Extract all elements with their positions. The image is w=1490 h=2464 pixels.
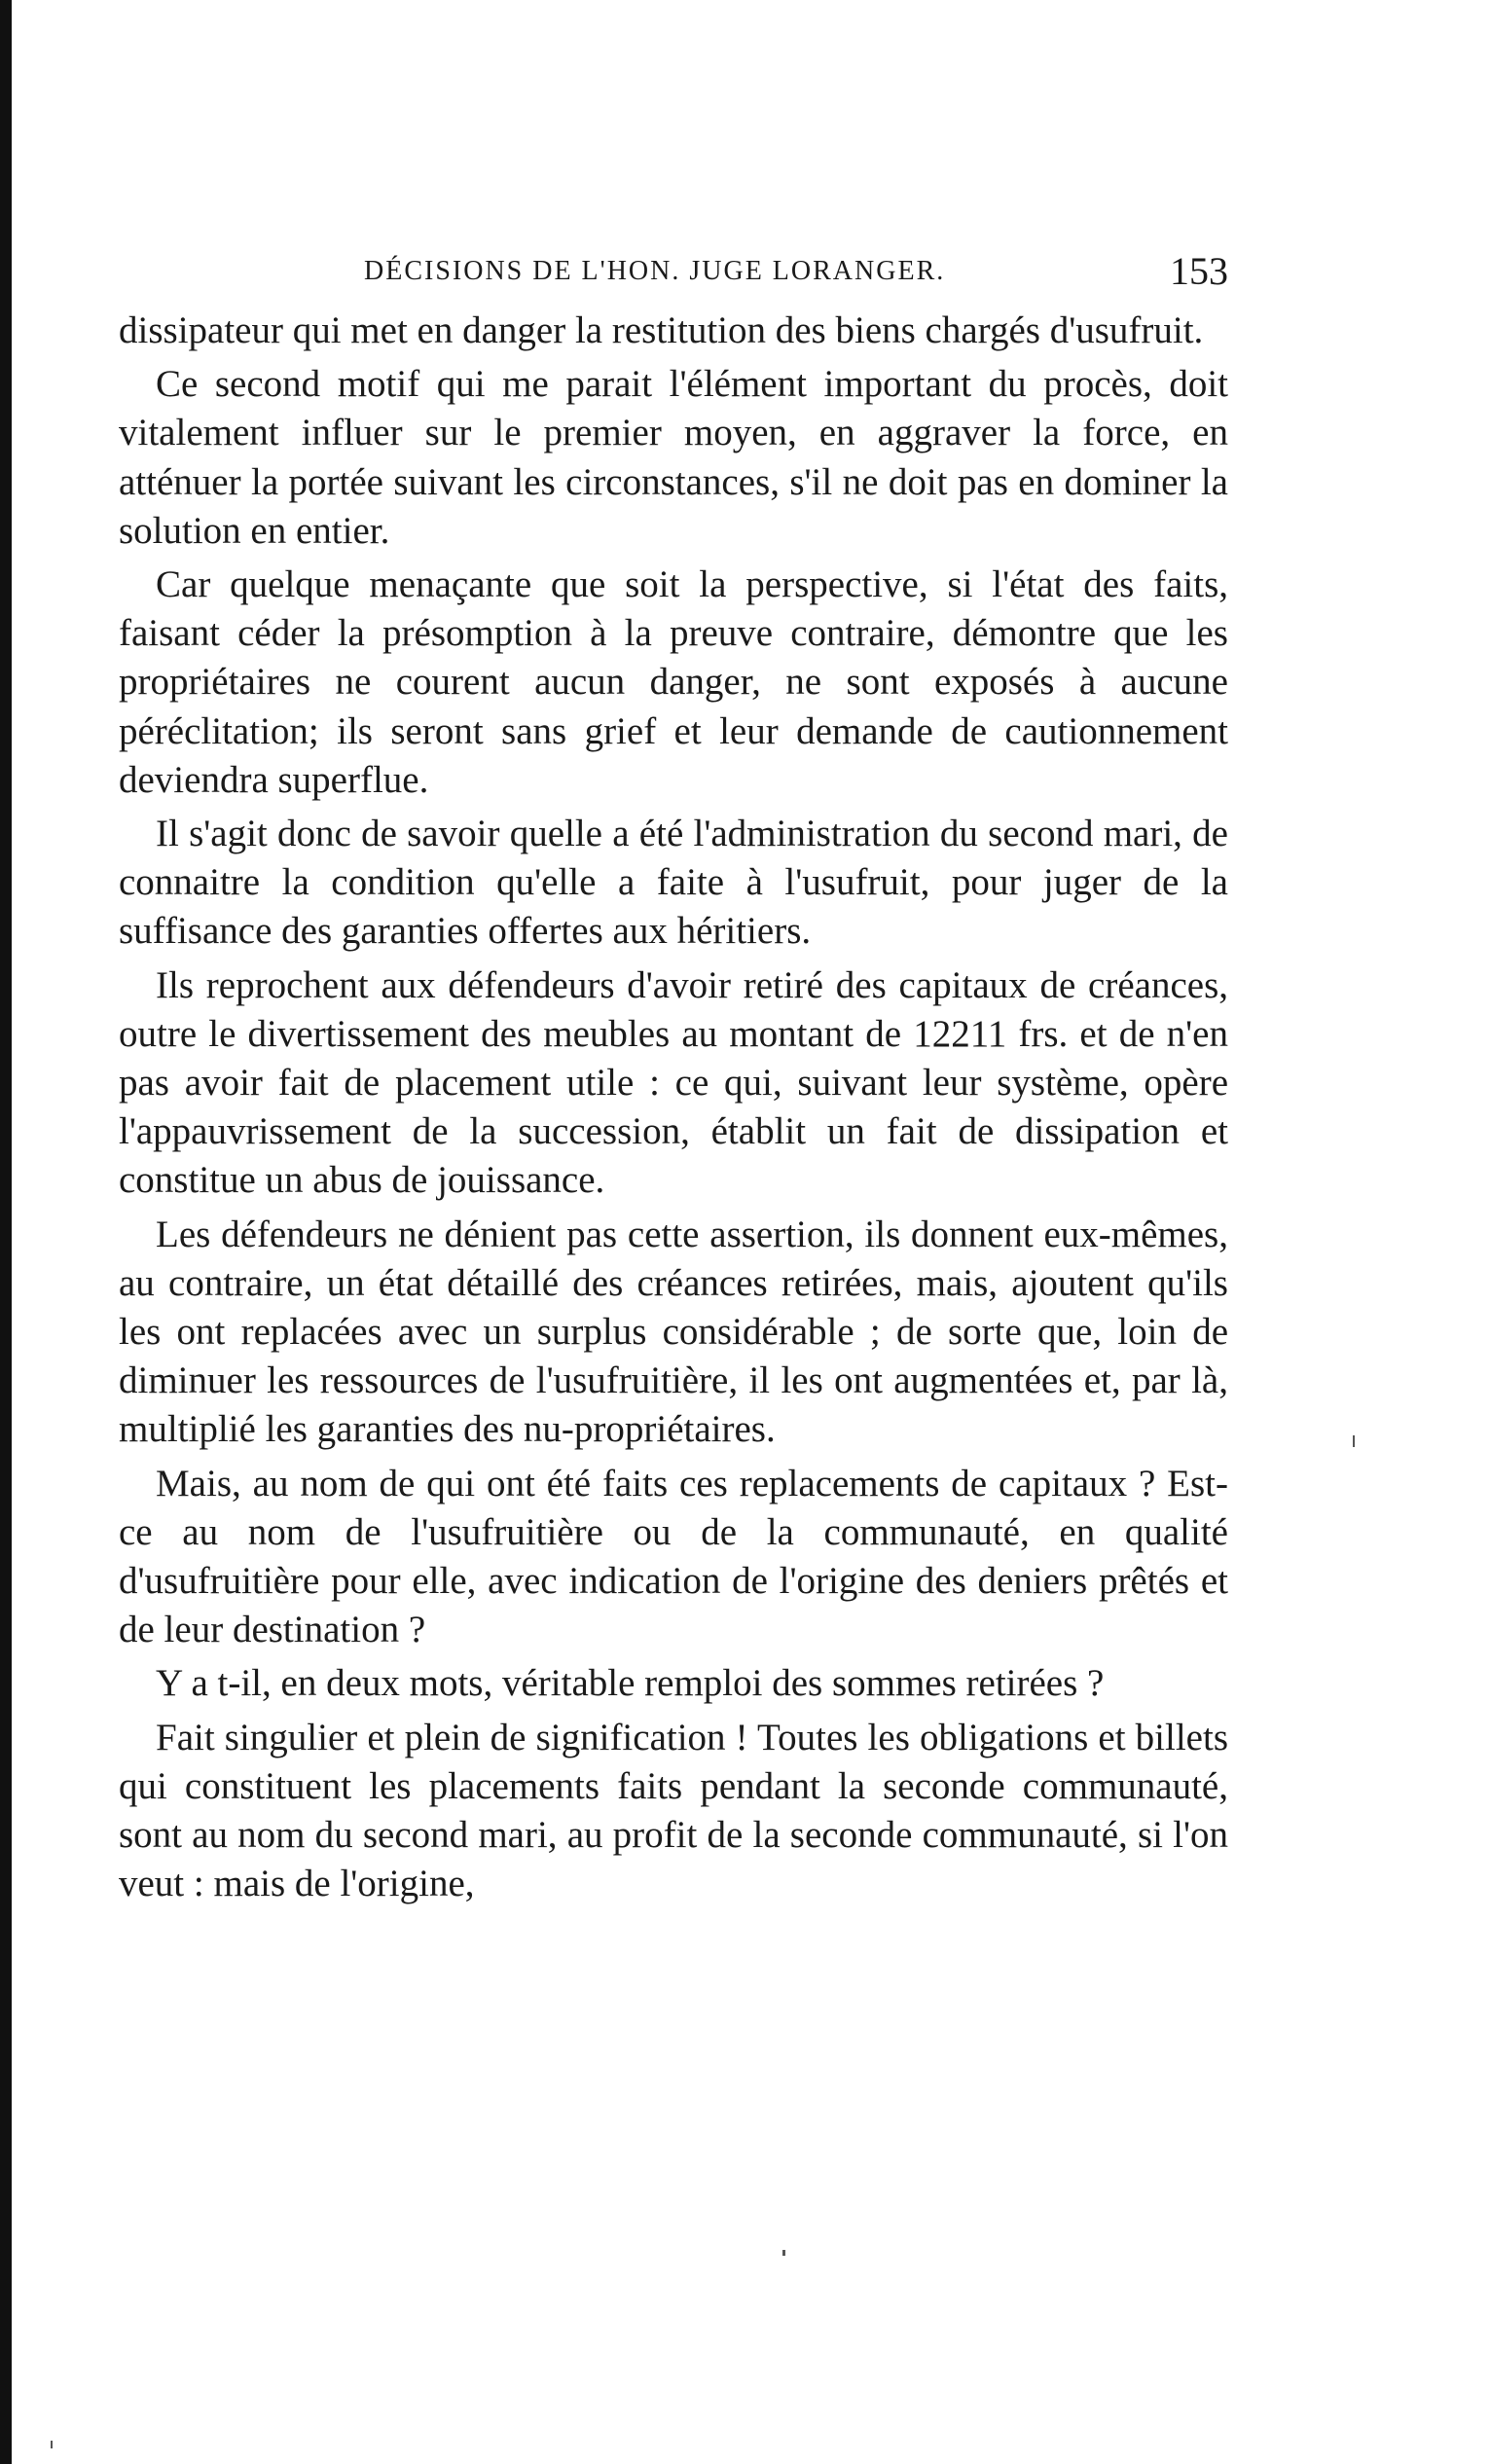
paragraph-9: Fait singulier et plein de signification ! Toutes les obligations et billets qui constituent les placements faits pendant la seconde communauté, sont au nom du second mari, au profit de la seconde communauté, si l'on veut : mais de l'origine, — [119, 1716, 1228, 1905]
paragraph-2: Ce second motif qui me parait l'élément important du procès, doit vitalement influer sur le premier moyen, en aggraver la force, en atténuer la portée suivant les circonstances, s'il ne doit pas en dominer la solution en entier. — [119, 363, 1228, 552]
paragraph-5: Ils reprochent aux défendeurs d'avoir retiré des capitaux de créances, outre le divertissement des meubles au montant de 12211 frs. et de n'en pas avoir fait de placement utile : ce qui, suivant leur système, opère l'appauvrissement de la succession, établit un fait de dissipation et constitue un abus de jouissance. — [119, 963, 1228, 1202]
running-header — [119, 248, 1228, 307]
body-text — [119, 307, 1228, 1909]
page-edge-shadow — [0, 0, 12, 2464]
running-title: DÉCISIONS DE L'HON. JUGE LORANGER. — [364, 256, 946, 286]
paragraph-1: dissipateur qui met en danger la restitution des biens chargés d'usufruit. — [119, 309, 1204, 351]
paragraph-4: Il s'agit donc de savoir quelle a été l'administration du second mari, de connaitre la condition qu'elle a faite à l'usufruit, pour juger de la suffisance des garanties offertes aux héritiers. — [119, 813, 1228, 953]
stray-mark — [782, 2250, 785, 2256]
paragraph-3: Car quelque menaçante que soit la perspective, si l'état des faits, faisant céder la présomption à la preuve contraire, démontre que les propriétaires ne courent aucun danger, ne sont exposés à aucune péréclitation; ils seront sans grief et leur demande de cautionnement deviendra superflue. — [119, 563, 1228, 801]
page-number: 153 — [1170, 249, 1228, 293]
book-page — [119, 248, 1228, 1914]
paragraph-7: Mais, au nom de qui ont été faits ces replacements de capitaux ? Est-ce au nom de l'usufruitière ou de la communauté, en qualité d'usufruitière pour elle, avec indication de l'origine des deniers prêtés et de leur destination ? — [119, 1462, 1228, 1651]
stray-mark — [1353, 1435, 1355, 1447]
paragraph-8: Y a t-il, en deux mots, véritable remploi des sommes retirées ? — [156, 1662, 1105, 1705]
stray-mark — [51, 2441, 53, 2448]
paragraph-6: Les défendeurs ne dénient pas cette assertion, ils donnent eux-mêmes, au contraire, un état détaillé des créances retirées, mais, ajoutent qu'ils les ont replacées avec un surplus considérable ; de sorte que, loin de diminuer les ressources de l'usufruitière, il les ont augmentées et, par là, multiplié les garanties des nu-propriétaires. — [119, 1213, 1228, 1451]
